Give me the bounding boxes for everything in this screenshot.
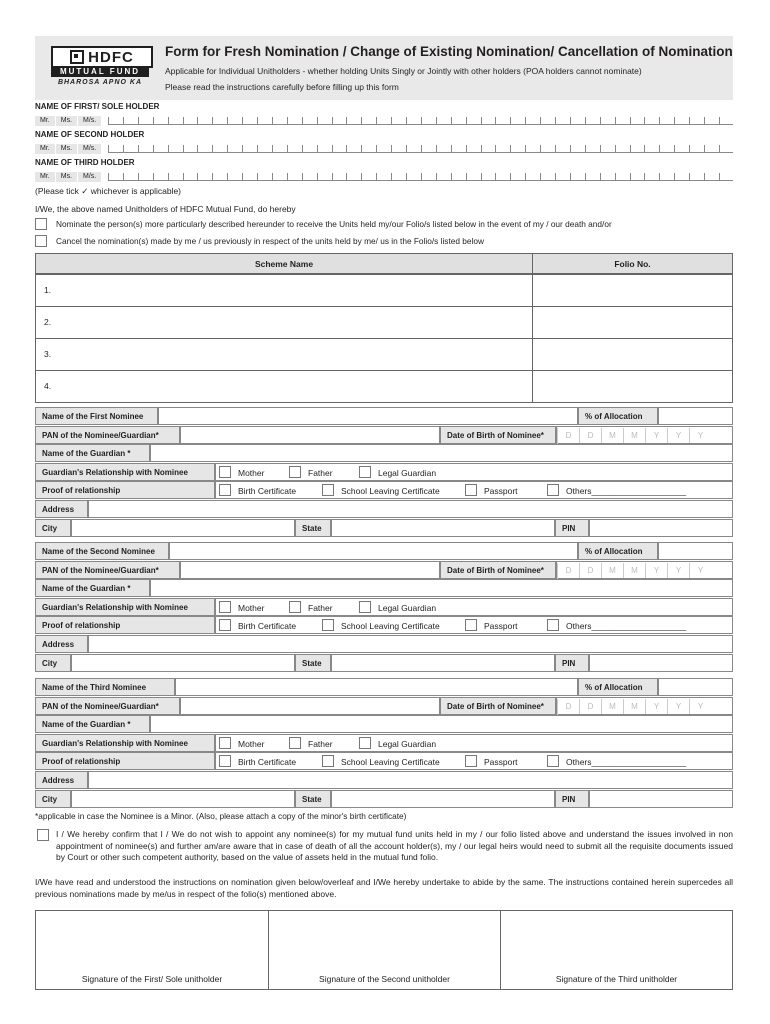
address-input[interactable] bbox=[88, 500, 733, 518]
proof-checkbox[interactable] bbox=[322, 755, 334, 767]
pin-label: PIN bbox=[555, 790, 589, 808]
dob-char: Y bbox=[667, 428, 689, 443]
address-label: Address bbox=[35, 771, 88, 789]
signature-label: Signature of the Second unitholder bbox=[319, 974, 450, 984]
proof-checkbox[interactable] bbox=[322, 619, 334, 631]
state-input[interactable] bbox=[331, 654, 555, 672]
city-input[interactable] bbox=[71, 654, 295, 672]
scheme-name-header: Scheme Name bbox=[35, 253, 533, 274]
allocation-input[interactable] bbox=[658, 678, 733, 696]
dob-label: Date of Birth of Nominee* bbox=[440, 426, 556, 444]
guardian-name-input[interactable] bbox=[150, 444, 733, 462]
proof-checkbox[interactable] bbox=[465, 755, 477, 767]
scheme-name-cell[interactable]: 3. bbox=[35, 338, 533, 371]
relationship-option-label: Legal Guardian bbox=[378, 602, 437, 613]
proof-checkbox[interactable] bbox=[547, 619, 559, 631]
nominee-name-input[interactable] bbox=[158, 407, 578, 425]
city-input[interactable] bbox=[71, 790, 295, 808]
salutation-option[interactable]: Ms. bbox=[56, 144, 77, 154]
dob-char: Y bbox=[689, 699, 711, 714]
nominee-name-input[interactable] bbox=[169, 542, 578, 560]
salutation-option[interactable]: Ms. bbox=[56, 172, 77, 182]
dob-label: Date of Birth of Nominee* bbox=[440, 561, 556, 579]
dob-char: D bbox=[579, 699, 601, 714]
tick-note: (Please tick ✓ whichever is applicable) bbox=[35, 186, 182, 196]
state-label: State bbox=[295, 519, 331, 537]
dob-char: M bbox=[623, 563, 645, 578]
relationship-checkbox[interactable] bbox=[219, 737, 231, 749]
signature-box[interactable] bbox=[500, 910, 733, 990]
allocation-input[interactable] bbox=[658, 542, 733, 560]
minor-footnote: *applicable in case the Nominee is a Minor. (Also, please attach a copy of the minor's birth certificate) bbox=[35, 811, 407, 821]
city-label: City bbox=[35, 519, 71, 537]
proof-option-label: Passport bbox=[484, 621, 518, 632]
dob-char: D bbox=[557, 428, 579, 443]
pin-input[interactable] bbox=[589, 519, 733, 537]
city-label: City bbox=[35, 790, 71, 808]
city-input[interactable] bbox=[71, 519, 295, 537]
hdfc-logo: HDFC MUTUAL FUND BHAROSA APNO KA bbox=[47, 44, 155, 90]
relationship-label: Guardian's Relationship with Nominee bbox=[35, 463, 215, 481]
allocation-input[interactable] bbox=[658, 407, 733, 425]
dob-char: Y bbox=[645, 428, 667, 443]
relationship-option-label: Father bbox=[308, 467, 333, 478]
salutation-option[interactable]: M/s. bbox=[78, 144, 101, 154]
proof-checkbox[interactable] bbox=[322, 484, 334, 496]
relationship-checkbox[interactable] bbox=[289, 466, 301, 478]
relationship-checkbox[interactable] bbox=[219, 601, 231, 613]
nominate-checkbox[interactable] bbox=[35, 218, 47, 230]
salutation-option[interactable]: M/s. bbox=[78, 116, 101, 126]
salutation-option[interactable]: Ms. bbox=[56, 116, 77, 126]
proof-option-label: School Leaving Certificate bbox=[341, 486, 440, 497]
form-instruction: Please read the instructions carefully before filling up this form bbox=[165, 82, 399, 92]
proof-checkbox[interactable] bbox=[547, 484, 559, 496]
declaration-intro: I/We, the above named Unitholders of HDFC Mutual Fund, do hereby bbox=[35, 204, 296, 214]
relationship-checkbox[interactable] bbox=[359, 737, 371, 749]
allocation-label: % of Allocation bbox=[578, 678, 658, 696]
folio-no-cell[interactable] bbox=[532, 370, 733, 403]
signature-label: Signature of the Third unitholder bbox=[555, 974, 678, 984]
holder-label: NAME OF SECOND HOLDER bbox=[35, 130, 145, 139]
address-label: Address bbox=[35, 500, 88, 518]
relationship-option-label: Legal Guardian bbox=[378, 738, 437, 749]
proof-checkbox[interactable] bbox=[465, 619, 477, 631]
pan-label: PAN of the Nominee/Guardian* bbox=[35, 426, 180, 444]
salutation-option[interactable]: Mr. bbox=[35, 116, 55, 126]
dob-input[interactable] bbox=[556, 561, 733, 579]
signature-box[interactable] bbox=[268, 910, 501, 990]
relationship-option-label: Mother bbox=[238, 738, 265, 749]
logo-square-icon bbox=[70, 50, 84, 64]
allocation-label: % of Allocation bbox=[578, 542, 658, 560]
pan-label: PAN of the Nominee/Guardian* bbox=[35, 561, 180, 579]
dob-char: Y bbox=[645, 563, 667, 578]
pan-label: PAN of the Nominee/Guardian* bbox=[35, 697, 180, 715]
pin-label: PIN bbox=[555, 654, 589, 672]
dob-char: M bbox=[601, 699, 623, 714]
no-nominee-checkbox[interactable] bbox=[37, 829, 49, 841]
proof-label: Proof of relationship bbox=[35, 616, 215, 634]
cancel-checkbox[interactable] bbox=[35, 235, 47, 247]
folio-no-header: Folio No. bbox=[532, 253, 733, 274]
relationship-checkbox[interactable] bbox=[289, 601, 301, 613]
pin-input[interactable] bbox=[589, 654, 733, 672]
proof-option-label: Passport bbox=[484, 757, 518, 768]
pin-label: PIN bbox=[555, 519, 589, 537]
dob-char: D bbox=[579, 563, 601, 578]
salutation-option[interactable]: Mr. bbox=[35, 172, 55, 182]
relationship-label: Guardian's Relationship with Nominee bbox=[35, 598, 215, 616]
dob-input[interactable] bbox=[556, 697, 733, 715]
relationship-option-label: Mother bbox=[238, 602, 265, 613]
folio-no-cell[interactable] bbox=[532, 338, 733, 371]
proof-option-label: School Leaving Certificate bbox=[341, 757, 440, 768]
form-subtitle: Applicable for Individual Unitholders - whether holding Units Singly or Jointly with other holders (POA holders cannot nominate) bbox=[165, 66, 642, 76]
cancel-option-label: Cancel the nomination(s) made by me / us previously in respect of the units held by me/ us in the Folio/s listed below bbox=[56, 236, 484, 246]
relationship-option-label: Mother bbox=[238, 467, 265, 478]
state-input[interactable] bbox=[331, 790, 555, 808]
dob-char: M bbox=[623, 699, 645, 714]
proof-option-label: Others____________________ bbox=[566, 621, 687, 632]
holder-label: NAME OF THIRD HOLDER bbox=[35, 158, 135, 167]
salutation-option[interactable]: Mr. bbox=[35, 144, 55, 154]
proof-option-label: Birth Certificate bbox=[238, 621, 297, 632]
guardian-name-label: Name of the Guardian * bbox=[35, 579, 150, 597]
proof-checkbox[interactable] bbox=[219, 619, 231, 631]
scheme-name-cell[interactable]: 1. bbox=[35, 274, 533, 307]
proof-option-label: School Leaving Certificate bbox=[341, 621, 440, 632]
state-label: State bbox=[295, 790, 331, 808]
proof-label: Proof of relationship bbox=[35, 481, 215, 499]
guardian-name-input[interactable] bbox=[150, 715, 733, 733]
guardian-name-label: Name of the Guardian * bbox=[35, 444, 150, 462]
dob-char: D bbox=[557, 563, 579, 578]
form-title: Form for Fresh Nomination / Change of Existing Nomination/ Cancellation of Nomination bbox=[165, 44, 733, 59]
salutation-group bbox=[35, 114, 102, 125]
pan-input[interactable] bbox=[180, 697, 440, 715]
scheme-name-cell[interactable]: 4. bbox=[35, 370, 533, 403]
pin-input[interactable] bbox=[589, 790, 733, 808]
address-input[interactable] bbox=[88, 635, 733, 653]
proof-checkbox[interactable] bbox=[547, 755, 559, 767]
state-label: State bbox=[295, 654, 331, 672]
dob-char: M bbox=[601, 563, 623, 578]
nominee-name-label: Name of the First Nominee bbox=[35, 407, 158, 425]
nominee-name-label: Name of the Second Nominee bbox=[35, 542, 169, 560]
guardian-name-input[interactable] bbox=[150, 579, 733, 597]
holder-name-input[interactable] bbox=[108, 114, 733, 125]
dob-char: Y bbox=[667, 563, 689, 578]
form-header bbox=[35, 36, 733, 100]
salutation-group bbox=[35, 170, 102, 181]
guardian-name-label: Name of the Guardian * bbox=[35, 715, 150, 733]
holder-label: NAME OF FIRST/ SOLE HOLDER bbox=[35, 102, 160, 111]
proof-option-label: Passport bbox=[484, 486, 518, 497]
proof-checkbox[interactable] bbox=[465, 484, 477, 496]
dob-char: M bbox=[623, 428, 645, 443]
folio-no-cell[interactable] bbox=[532, 306, 733, 339]
holder-name-input[interactable] bbox=[108, 142, 733, 153]
undertaking-text: I/We have read and understood the instructions on nomination given below/overleaf and I/We hereby undertake to abide by the same. The instructions contained herein supercedes all previous nominations made by me/us in respect of the folio(s) mentioned above. bbox=[35, 877, 733, 899]
relationship-option-label: Legal Guardian bbox=[378, 467, 437, 478]
nominee-name-label: Name of the Third Nominee bbox=[35, 678, 175, 696]
holder-name-input[interactable] bbox=[108, 170, 733, 181]
relationship-checkbox[interactable] bbox=[289, 737, 301, 749]
scheme-name-cell[interactable]: 2. bbox=[35, 306, 533, 339]
dob-char: Y bbox=[645, 699, 667, 714]
dob-char: D bbox=[579, 428, 601, 443]
signature-label: Signature of the First/ Sole unitholder bbox=[81, 974, 223, 984]
dob-input[interactable] bbox=[556, 426, 733, 444]
relationship-checkbox[interactable] bbox=[219, 466, 231, 478]
proof-option-label: Others____________________ bbox=[566, 486, 687, 497]
folio-no-cell[interactable] bbox=[532, 274, 733, 307]
proof-option-label: Birth Certificate bbox=[238, 757, 297, 768]
pan-input[interactable] bbox=[180, 426, 440, 444]
dob-char: M bbox=[601, 428, 623, 443]
proof-option-label: Birth Certificate bbox=[238, 486, 297, 497]
dob-char: D bbox=[557, 699, 579, 714]
state-input[interactable] bbox=[331, 519, 555, 537]
relationship-checkbox[interactable] bbox=[359, 466, 371, 478]
dob-char: Y bbox=[689, 428, 711, 443]
dob-label: Date of Birth of Nominee* bbox=[440, 697, 556, 715]
city-label: City bbox=[35, 654, 71, 672]
pan-input[interactable] bbox=[180, 561, 440, 579]
nominate-option-label: Nominate the person(s) more particularly described hereunder to receive the Units held my/our Folio/s listed below in the event of my / our death and/or bbox=[56, 219, 612, 229]
proof-label: Proof of relationship bbox=[35, 752, 215, 770]
nominee-name-input[interactable] bbox=[175, 678, 578, 696]
salutation-option[interactable]: M/s. bbox=[78, 172, 101, 182]
dob-char: Y bbox=[689, 563, 711, 578]
dob-char: Y bbox=[667, 699, 689, 714]
signature-box[interactable] bbox=[35, 910, 269, 990]
proof-checkbox[interactable] bbox=[219, 484, 231, 496]
relationship-option-label: Father bbox=[308, 738, 333, 749]
address-input[interactable] bbox=[88, 771, 733, 789]
no-nominee-declaration: I / We hereby confirm that I / We do not wish to appoint any nominee(s) for my mutual fund units held in my / our folio listed above and understand the issues involved in non appointment of nominee(s) and further am/are aware that in case of death of all the account holder(s), my / our legal heirs would need to submit all the requisite documents issued by Court or other such competent authority, based on the value of assets held in the mutual fund folio. bbox=[56, 829, 733, 862]
relationship-checkbox[interactable] bbox=[359, 601, 371, 613]
proof-checkbox[interactable] bbox=[219, 755, 231, 767]
proof-option-label: Others____________________ bbox=[566, 757, 687, 768]
relationship-option-label: Father bbox=[308, 602, 333, 613]
salutation-group bbox=[35, 142, 102, 153]
allocation-label: % of Allocation bbox=[578, 407, 658, 425]
address-label: Address bbox=[35, 635, 88, 653]
relationship-label: Guardian's Relationship with Nominee bbox=[35, 734, 215, 752]
